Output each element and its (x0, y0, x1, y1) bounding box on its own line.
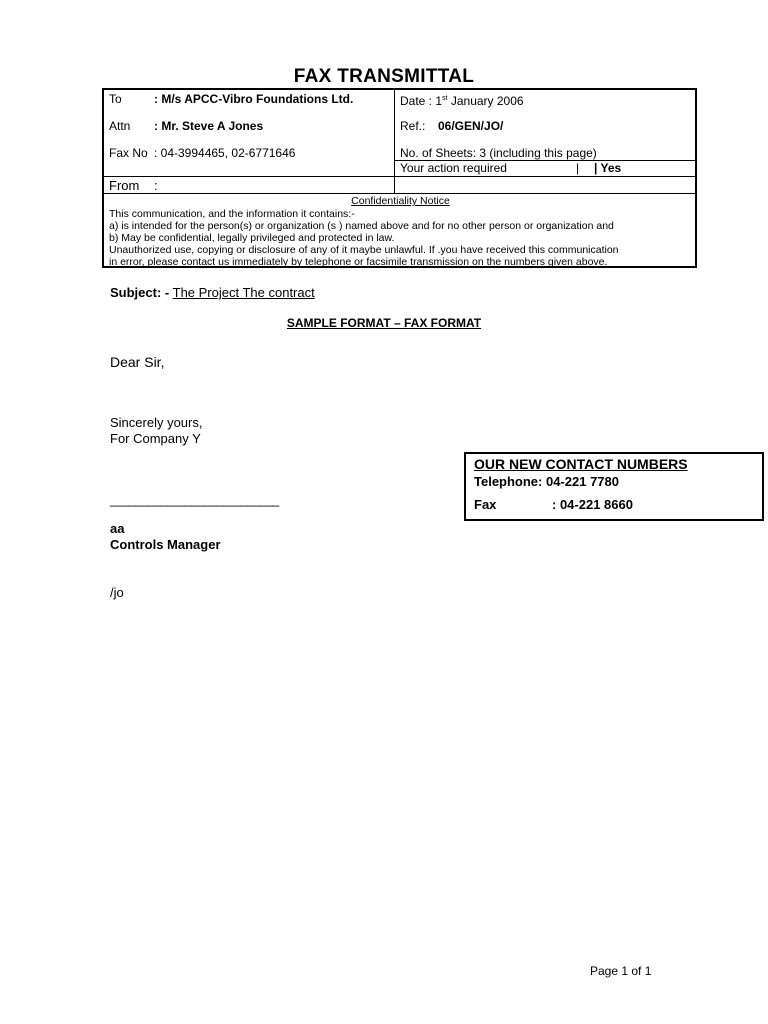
initials: /jo (110, 585, 124, 600)
date-row (400, 92, 524, 108)
date-day: 1 (435, 94, 443, 108)
contact-numbers-box (464, 452, 764, 521)
confidentiality-notice (109, 208, 694, 268)
subject-value: The Project The contract (172, 285, 315, 300)
confidentiality-line: in error, please contact us immediately by telephone or facsimile transmission on the numbers given above. (109, 256, 608, 268)
attn-value: : Mr. Steve A Jones (154, 119, 264, 133)
fax-header-table (102, 88, 697, 268)
confidentiality-line: This communication, and the information it contains:- (109, 208, 355, 220)
attn-label: Attn (109, 119, 131, 133)
date-suffix: st (442, 95, 448, 102)
fax-value: : 04-3994465, 02-6771646 (154, 146, 296, 160)
contact-telephone: Telephone: 04-221 7780 (474, 474, 619, 489)
confidentiality-line: a) is intended for the person(s) or organization (s ) named above and for no other person or organization and (109, 220, 614, 232)
signature-line: ___________________________ (110, 492, 279, 507)
to-value: : M/s APCC-Vibro Foundations Ltd. (154, 92, 354, 106)
company-line: For Company Y (110, 431, 201, 446)
contact-fax-row (474, 497, 633, 512)
column-divider (394, 90, 395, 193)
contact-title: OUR NEW CONTACT NUMBERS (474, 456, 688, 472)
attn-row (109, 119, 263, 133)
ref-label: Ref.: (400, 119, 426, 133)
ref-value: 06/GEN/JO/ (438, 119, 504, 133)
fax-row (109, 146, 295, 160)
action-value: | Yes (594, 161, 622, 175)
fax-label: Fax No (109, 146, 148, 160)
ref-row (400, 119, 503, 133)
action-row (400, 161, 621, 175)
to-row (109, 92, 353, 106)
from-row (109, 179, 158, 193)
to-label: To (109, 92, 122, 106)
signer-title: Controls Manager (110, 537, 221, 552)
action-separator: | (576, 161, 580, 175)
confidentiality-line: Unauthorized use, copying or disclosure of any of it maybe unlawful. If .you have received this communication (109, 244, 619, 256)
signer-name: aa (110, 521, 125, 536)
from-colon: : (154, 178, 158, 193)
date-label: Date : (400, 94, 433, 108)
contact-fax-value: : 04-221 8660 (552, 497, 633, 512)
contact-fax-label: Fax (474, 497, 497, 512)
page-number: Page 1 of 1 (590, 964, 652, 978)
confidentiality-line: b) May be confidential, legally privileged and protected in law. (109, 232, 395, 244)
confidentiality-title: Confidentiality Notice (351, 195, 450, 207)
subject-label: Subject: - (110, 285, 170, 300)
from-label: From (109, 178, 140, 193)
date-rest: January 2006 (450, 94, 524, 108)
sample-format-heading: SAMPLE FORMAT – FAX FORMAT (286, 316, 482, 330)
salutation: Dear Sir, (110, 354, 165, 370)
row-divider (104, 176, 697, 177)
document-title: FAX TRANSMITTAL (293, 66, 475, 87)
action-label: Your action required (400, 161, 507, 175)
sheets-count: No. of Sheets: 3 (including this page) (400, 146, 597, 160)
closing: Sincerely yours, (110, 415, 203, 430)
subject-line (110, 285, 315, 300)
row-divider (104, 193, 697, 194)
